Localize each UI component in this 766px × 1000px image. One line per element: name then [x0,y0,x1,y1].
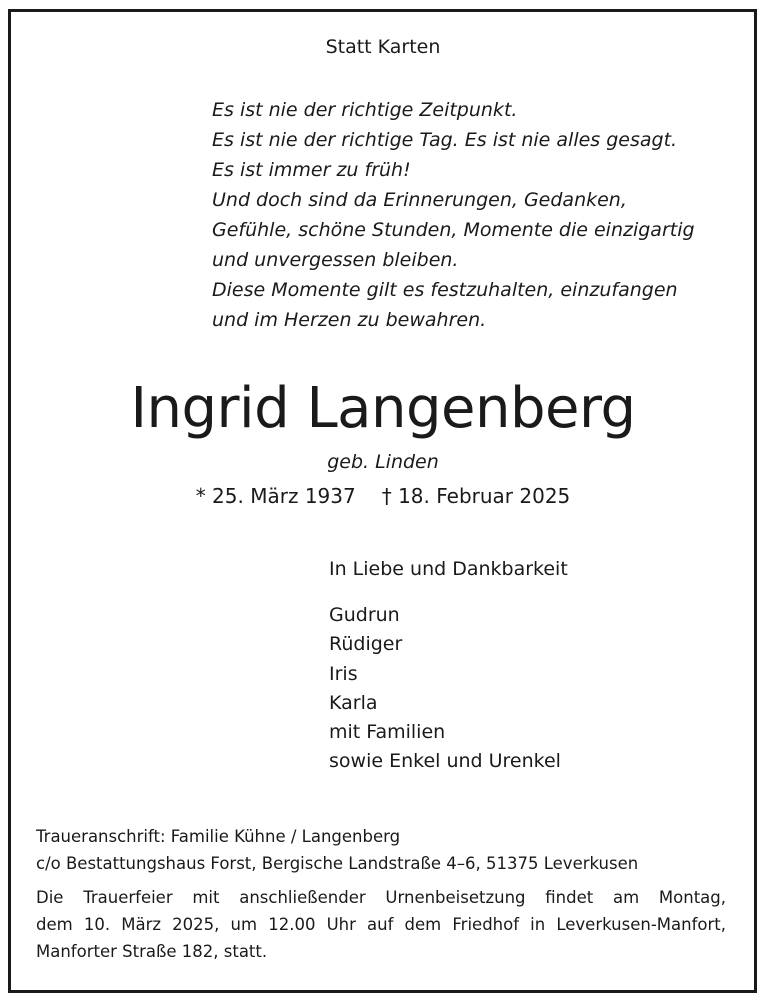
poem-line: und unvergessen bleiben. [212,249,459,271]
ceremony-info [36,884,726,965]
header-statt-karten: Statt Karten [325,36,441,58]
mourner: mit Familien [329,721,446,744]
poem-line: Und doch sind da Erinnerungen, Gedanken, [212,189,627,211]
maiden-name: geb. Linden [327,451,439,473]
mourner: Karla [329,691,378,714]
poem-line: Diese Momente gilt es festzuhalten, einzufangen [212,279,678,301]
poem-line: Gefühle, schöne Stunden, Momente die einzigartig [212,219,695,241]
mourning-address [36,823,726,877]
mourner: Rüdiger [329,633,403,656]
dedication: In Liebe und Dankbarkeit [329,558,568,580]
death-date: † 18. Februar 2025 [381,484,571,508]
poem [212,95,695,335]
address-line: Traueranschrift: Familie Kühne / Langenberg [36,827,401,846]
mourner: sowie Enkel und Urenkel [329,750,561,773]
ceremony-line: Die Trauerfeier mit anschließender Urnenbeisetzung findet am Montag, [36,888,726,907]
deceased-name: Ingrid Langenberg [130,376,636,441]
poem-line: Es ist immer zu früh! [212,159,411,181]
poem-line: Es ist nie der richtige Zeitpunkt. [212,99,518,121]
ceremony-line: Manforter Straße 182, statt. [36,942,268,961]
poem-line: und im Herzen zu bewahren. [212,309,487,331]
birth-date: * 25. März 1937 [195,484,356,508]
ceremony-line: dem 10. März 2025, um 12.00 Uhr auf dem Friedhof in Leverkusen-Manfort, [36,915,726,934]
mourner: Iris [329,662,358,685]
address-line: c/o Bestattungshaus Forst, Bergische Landstraße 4–6, 51375 Leverkusen [36,854,639,873]
mourner: Gudrun [329,604,400,626]
mourners-list [329,601,561,777]
poem-line: Es ist nie der richtige Tag. Es ist nie alles gesagt. [212,129,678,151]
life-dates [0,482,766,510]
